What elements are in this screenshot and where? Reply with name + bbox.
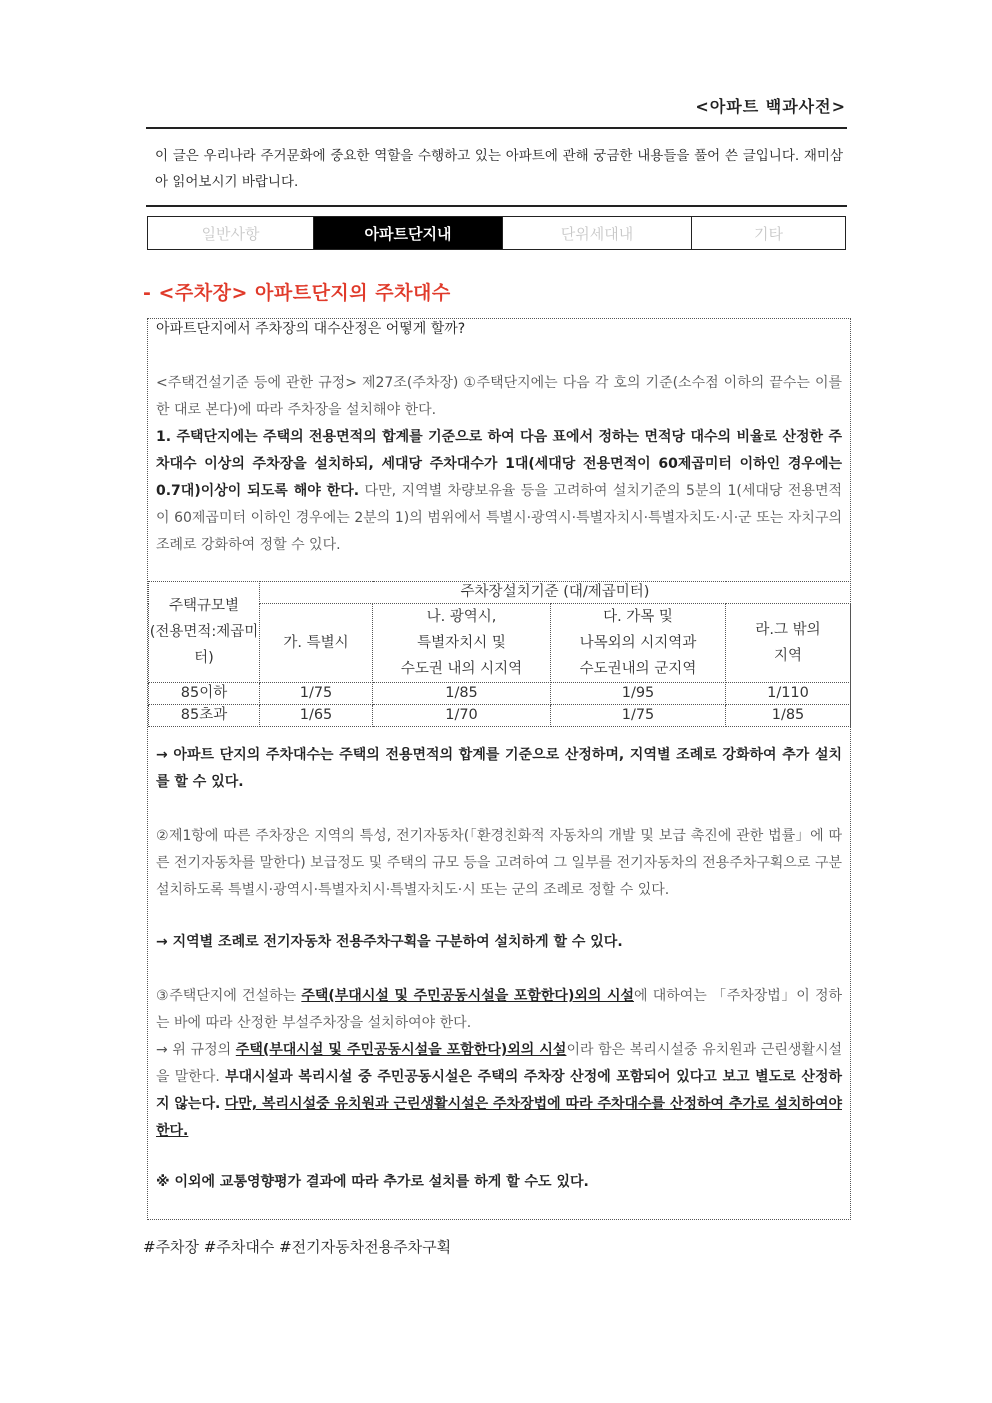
- regulation-intro: <주택건설기준 등에 관한 규정> 제27조(주차장) ①주택단지에는 다음 각 호의 기준(소수점 이하의 끝수는 이를 한 대로 본다)에 따라 주차장을 설치해야 한다.: [156, 375, 842, 418]
- note3-a: → 위 규정의: [156, 1042, 236, 1058]
- para3-underline: 주택(부대시설 및 주민공동시설을 포함한다)외의 시설: [301, 988, 635, 1004]
- note-2: → 지역별 조례로 전기자동차 전용주차구획을 구분하여 설치하게 할 수 있다.: [156, 934, 623, 950]
- size-cell: 85초과: [149, 705, 260, 727]
- document-title: <아파트 백과사전>: [695, 97, 846, 116]
- note3-bold: 부대시설과 복리시설 중 주민공동시설은 주택의 주차장 산정에 포함되어 있다고 보고 별도로 산정하지 않는다.: [156, 1069, 842, 1112]
- paragraph-2: ②제1항에 따른 주차장은 지역의 특성, 전기자동차(「환경친화적 자동차의 개발 및 보급 촉진에 관한 법률」에 따른 전기자동차를 말한다) 보급정도 및 주택의 규모 등을 고려하여 그 일부를 전기자동차의 전용주차구획으로 구분 설치하도록 특별시·광역시·특별자치시·특별자치도·시 또는 군의 조례로 정할 수 있다.: [156, 828, 842, 898]
- intro-text: 이 글은 우리나라 주거문화에 중요한 역할을 수행하고 있는 아파트에 관해 궁금한 내용들을 풀어 쓴 글입니다. 재미삼아 읽어보시기 바랍니다.: [155, 148, 843, 190]
- note-1: → 아파트 단지의 주차대수는 주택의 전용면적의 합계를 기준으로 산정하며, 지역별 조례로 강화하여 추가 설치를 할 수 있다.: [156, 747, 842, 790]
- table-row: [149, 705, 851, 727]
- value-cell: 1/110: [726, 683, 851, 705]
- col-header: 다. 가목 및 나목외의 시지역과 수도권내의 군지역: [551, 604, 726, 683]
- hashtags: #주차장 #주차대수 #전기자동차전용주차구획: [143, 1238, 452, 1256]
- regulation-item-1: [156, 424, 842, 559]
- item1-bold: 1. 주택단지에는 주택의 전용면적의 합계를 기준으로 하여 다음 표에서 정하는 면적당 대수의 비율로 산정한 주차대수 이상의 주차장을 설치하되, 세대당 주차대수가 1대(세대당 전용면적이 60제곱미터 이하인 경우에는 0.7대)이상이 되도록 해야 한다.: [156, 429, 842, 499]
- note3-b: 이라 함은 복리시설중 유치원과 근린생활시설을 말한다.: [156, 1042, 843, 1085]
- note3-underline-2: 다만, 복리시설중 유치원과 근린생활시설은 주차장법에 따라 주차대수를 산정하여 추가로 설치하여야 한다.: [156, 1096, 842, 1139]
- category-tabs: [147, 216, 846, 250]
- value-cell: 1/75: [260, 683, 373, 705]
- table-row: [149, 683, 851, 705]
- parking-standard-table: [148, 581, 851, 727]
- col-header: 가. 특별시: [260, 604, 373, 683]
- note-3: [156, 1037, 842, 1145]
- question: 아파트단지에서 주차장의 대수산정은 어떻게 할까?: [156, 321, 466, 337]
- para3-a: ③주택단지에 건설하는: [156, 988, 302, 1004]
- note3-underline: 주택(부대시설 및 주민공동시설을 포함한다)외의 시설: [235, 1042, 567, 1058]
- col-header: 라.그 밖의 지역: [726, 604, 851, 683]
- section-title: - <주차장> 아파트단지의 주차대수: [143, 282, 451, 304]
- group-header: 주차장설치기준 (대/제곱미터): [260, 582, 851, 604]
- value-cell: 1/65: [260, 705, 373, 727]
- size-cell: 85이하: [149, 683, 260, 705]
- col-header: 나. 광역시, 특별자치시 및 수도권 내의 시지역: [373, 604, 551, 683]
- row-header: 주택규모별 (전용면적:제곱미터): [149, 582, 260, 683]
- tab-etc[interactable]: 기타: [691, 217, 845, 249]
- value-cell: 1/70: [373, 705, 551, 727]
- tab-complex[interactable]: 아파트단지내: [313, 217, 502, 249]
- value-cell: 1/85: [726, 705, 851, 727]
- item1-rest: 다만, 지역별 차량보유율 등을 고려하여 설치기준의 5분의 1(세대당 전용면적이 60제곱미터 이하인 경우에는 2분의 1)의 범위에서 특별시·광역시·특별자치시·특별자치도·시·군 또는 자치구의 조례로 강화하여 정할 수 있다.: [156, 483, 843, 553]
- paragraph-3: [156, 983, 842, 1037]
- value-cell: 1/75: [551, 705, 726, 727]
- intro-divider: [146, 205, 847, 207]
- header-divider: [146, 127, 847, 129]
- remark: ※ 이외에 교통영향평가 결과에 따라 추가로 설치를 하게 할 수도 있다.: [156, 1174, 589, 1190]
- value-cell: 1/95: [551, 683, 726, 705]
- value-cell: 1/85: [373, 683, 551, 705]
- tab-unit[interactable]: 단위세대내: [502, 217, 691, 249]
- tab-general[interactable]: 일반사항: [201, 224, 260, 243]
- para3-b: 에 대하여는 「주차장법」이 정하는 바에 따라 산정한 부설주차장을 설치하여야 한다.: [156, 988, 842, 1031]
